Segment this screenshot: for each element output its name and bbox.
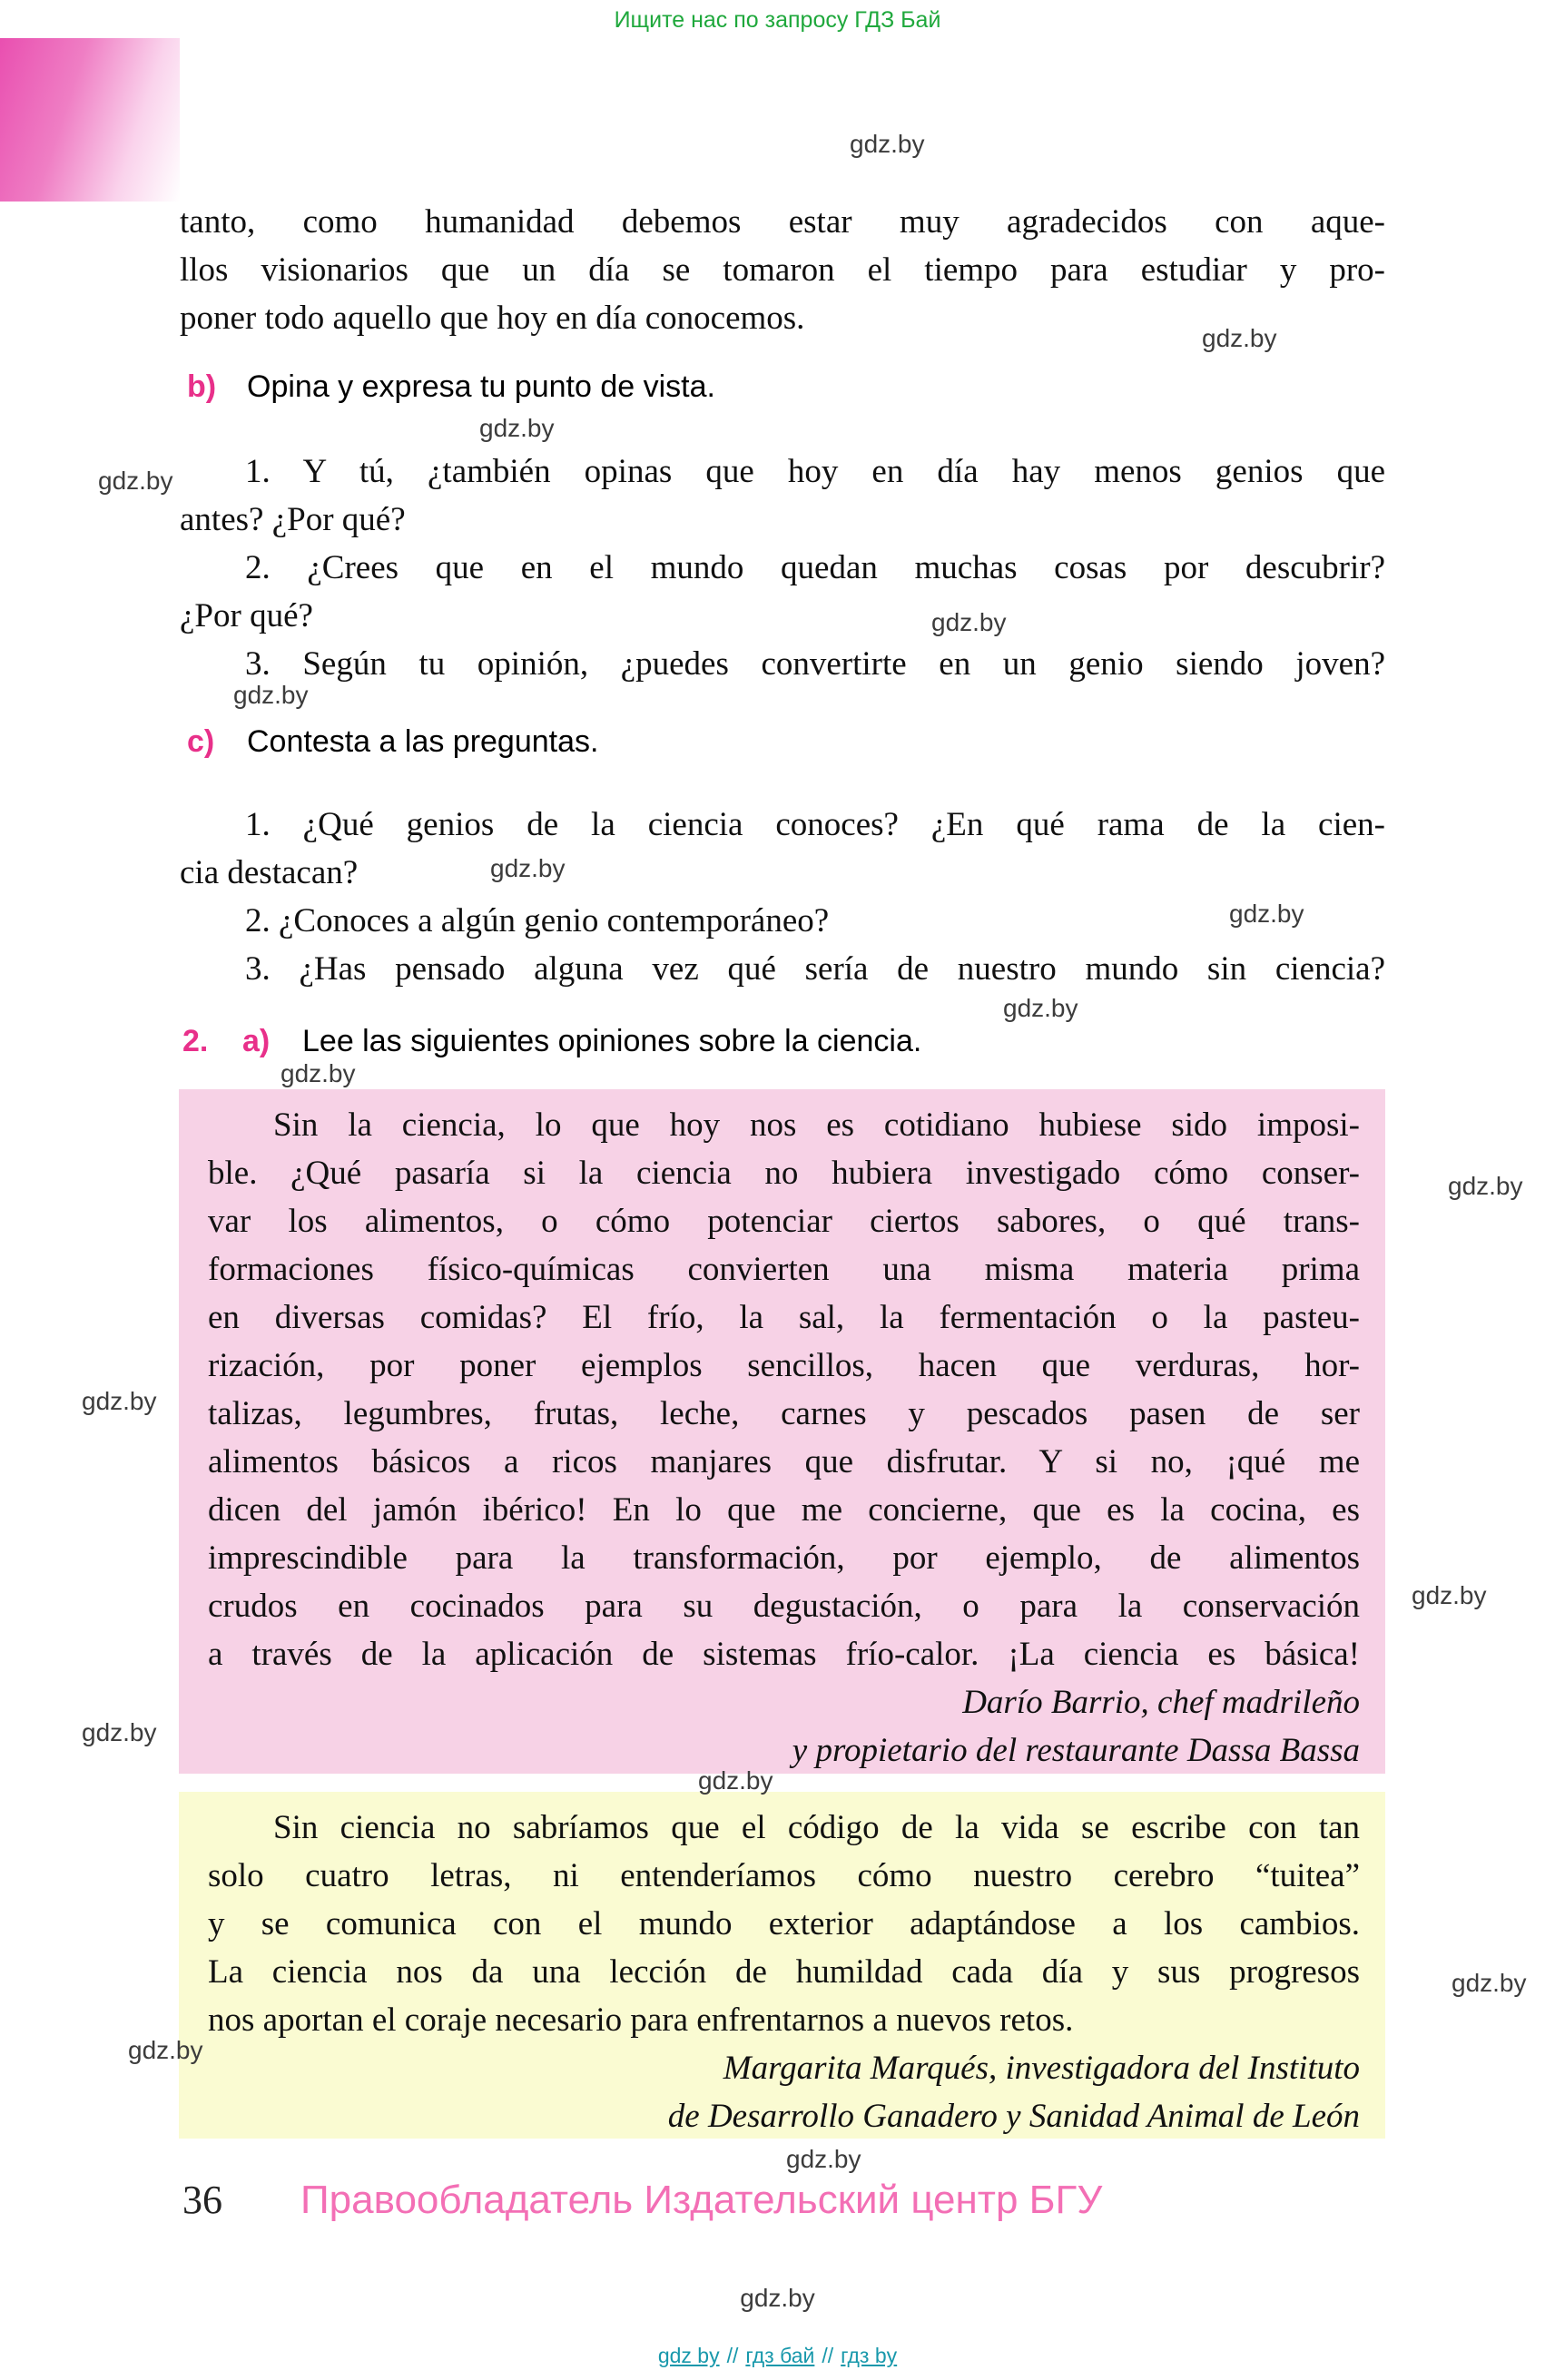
gdz-watermark: gdz.by [786,2145,861,2173]
gdz-watermark: gdz.by [1229,900,1304,928]
task-1c-questions [180,801,1385,993]
publisher-notice: Правообладатель Издательский центр БГУ [300,2178,1103,2222]
opinion-text-line: a través de la aplicación de sistemas frío-calor. ¡La ciencia es básica! [208,1636,1360,1673]
opinion-text-line: alimentos básicos a ricos manjares que disfrutar. Y si no, ¡qué me [208,1443,1360,1480]
question-line: 1. ¿Qué genios de la ciencia conoces? ¿En qué rama de la cien- [245,806,1385,843]
opinion-text-line: y se comunica con el mundo exterior adaptándose a los cambios. [208,1905,1360,1942]
question-line: antes? ¿Por qué? [180,501,406,538]
gdz-watermark: gdz.by [82,1387,157,1415]
task-1c-row [187,722,598,762]
task-2a-instruction: Lee las siguientes opiniones sobre la ciencia. [302,1024,922,1058]
gdz-watermark: gdz.by [850,130,925,158]
task-1b-row [187,367,715,407]
gdz-watermark: gdz.by [1003,994,1078,1022]
task-label-c: c) [187,724,215,759]
footer-links [0,2344,1555,2368]
gdz-watermark: gdz.by [1412,1581,1487,1609]
opinion-text-line: en diversas comidas? El frío, la sal, la fermentación o la pasteu- [208,1299,1360,1336]
question-line: 2. ¿Crees que en el mundo quedan muchas cosas por descubrir? [245,549,1385,586]
text-line: poner todo aquello que hoy en día conocemos. [180,300,805,337]
opinion-text-line: nos aportan el coraje necesario para enfrentarnos a nuevos retos. [208,2001,1074,2039]
question-line: 3. ¿Has pensado alguna vez qué sería de nuestro mundo sin ciencia? [245,950,1385,988]
task-2a-row [182,1021,921,1061]
gdz-watermark: gdz.by [931,608,1007,636]
gdz-watermark: gdz.by [490,854,566,882]
footer-link-gdz-by-2[interactable]: гдз by [841,2344,898,2367]
gdz-watermark: gdz.by [1448,1172,1523,1200]
task-1c-instruction: Contesta a las preguntas. [247,724,599,759]
question-line: 3. Según tu opinión, ¿puedes convertirte en un genio siendo joven? [245,645,1385,683]
corner-gradient-decoration [0,38,180,202]
task-label-b: b) [187,369,217,404]
opinion-author-line: de Desarrollo Ganadero y Sanidad Animal de León [667,2098,1360,2135]
opinion-author-line: y propietario del restaurante Dassa Bassa [792,1732,1360,1769]
top-search-hint: Ищите нас по запросу ГДЗ Бай [614,7,941,33]
gdz-watermark: gdz.by [1202,324,1277,352]
task-1b-questions [180,447,1385,688]
gdz-watermark: gdz.by [1452,1969,1527,1997]
opinion-author-line: Darío Barrio, chef madrileño [962,1684,1360,1721]
gdz-watermark: gdz.by [698,1766,773,1795]
page-footer [182,2177,1102,2223]
question-line: 2. ¿Conoces a algún genio contemporáneo? [245,902,830,939]
footer-link-gdz-by[interactable]: gdz by [657,2344,720,2367]
question-line: 1. Y tú, ¿también opinas que hoy en día hay menos genios que [245,453,1385,490]
opinion-text-line: Sin ciencia no sabríamos que el código de la vida se escribe con tan [273,1809,1360,1846]
opinion-author-line: Margarita Marqués, investigadora del Instituto [723,2050,1360,2087]
opinion-text-line: La ciencia nos da una lección de humildad cada día y sus progresos [208,1953,1360,1991]
opinion-margarita-box [179,1792,1385,2139]
intro-paragraph [180,198,1385,342]
opinion-text-line: rización, por poner ejemplos sencillos, hacen que verduras, hor- [208,1347,1360,1384]
gdz-watermark: gdz.by [98,467,173,495]
link-separator: // [726,2344,739,2367]
opinion-text-line: ble. ¿Qué pasaría si la ciencia no hubiera investigado cómo conser- [208,1155,1360,1192]
opinion-text-line: formaciones físico-químicas convierten una misma materia prima [208,1251,1360,1288]
gdz-watermark: gdz.by [82,1718,157,1746]
opinion-text-line: dicen del jamón ibérico! En lo que me concierne, que es la cocina, es [208,1491,1360,1529]
question-line: ¿Por qué? [180,597,313,634]
page-number: 36 [182,2178,222,2222]
question-line: cia destacan? [180,854,359,891]
gdz-watermark: gdz.by [233,681,309,709]
task-number-2: 2. [182,1024,209,1058]
opinion-text-line: var los alimentos, o cómo potenciar ciertos sabores, o qué trans- [208,1203,1360,1240]
gdz-watermark: gdz.by [128,2036,203,2064]
opinion-text-line: imprescindible para la transformación, por ejemplo, de alimentos [208,1539,1360,1577]
opinion-dario-box [179,1089,1385,1774]
opinion-text-line: talizas, legumbres, frutas, leche, carnes y pescados pasen de ser [208,1395,1360,1432]
task-1b-instruction: Opina y expresa tu punto de vista. [247,369,715,404]
opinion-text-line: Sin la ciencia, lo que hoy nos es cotidiano hubiese sido imposi- [273,1106,1360,1144]
gdz-watermark: gdz.by [479,414,555,442]
gdz-watermark: gdz.by [280,1059,356,1087]
task-label-a: a) [242,1024,271,1058]
gdz-watermark: gdz.by [740,2284,815,2312]
text-line: tanto, como humanidad debemos estar muy agradecidos con aque- [180,203,1385,241]
opinion-text-line: solo cuatro letras, ni entenderíamos cómo nuestro cerebro “tuitea” [208,1857,1360,1894]
footer-link-gdz-bai[interactable]: гдз бай [745,2344,815,2367]
link-separator: // [822,2344,834,2367]
opinion-text-line: crudos en cocinados para su degustación, o para la conservación [208,1588,1360,1625]
text-line: llos visionarios que un día se tomaron el tiempo para estudiar y pro- [180,251,1385,289]
